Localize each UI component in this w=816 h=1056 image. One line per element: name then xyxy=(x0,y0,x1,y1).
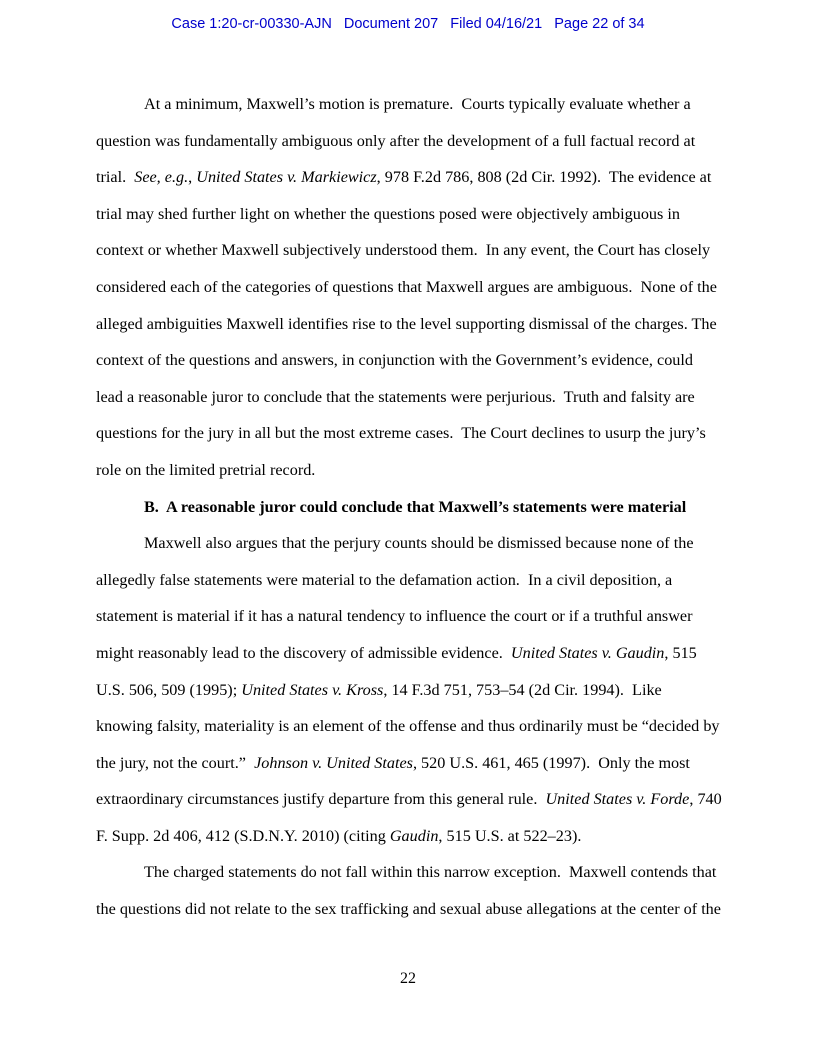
page-number: 22 xyxy=(400,970,416,987)
text-run: , 515 U.S. 506, 509 (1995); xyxy=(96,643,701,699)
text-run: , 14 F.3d 751, 753–54 (2d Cir. 1994). Like knowing falsity, materiality is an element of the offense and thus ordinarily must be “decided by the jury, not the court.” xyxy=(96,680,724,772)
text-run: , 740 F. Supp. 2d 406, 412 (S.D.N.Y. 2010) (citing xyxy=(96,790,726,845)
text-run: , 515 U.S. at 522–23). xyxy=(438,826,582,845)
text-run: Johnson v. United States xyxy=(254,753,413,772)
document-body xyxy=(96,86,726,928)
text-run: United States v. Gaudin xyxy=(510,643,665,662)
text-run: United States v. Forde xyxy=(545,790,690,809)
text-run: United States v. Kross xyxy=(241,680,384,699)
text-run: B. A reasonable juror could conclude that Maxwell’s statements were material xyxy=(144,497,687,516)
section-heading xyxy=(96,489,722,526)
case-header: Case 1:20-cr-00330-AJN Document 207 Filed 04/16/21 Page 22 of 34 xyxy=(171,16,645,32)
text-run: , 520 U.S. 461, 465 (1997). Only the most extraordinary circumstances justify departure from this general rule. xyxy=(96,753,694,809)
text-run: Maxwell also argues that the perjury counts should be dismissed because none of the allegedly false statements were material to the defamation action. In a civil deposition, a statement is material if it has a natural tendency to influence the court or if a truthful answer might reasonably lead to the discovery of admissible evidence. xyxy=(96,534,698,662)
body-paragraph xyxy=(96,86,722,489)
body-paragraph xyxy=(96,854,722,927)
text-run: United States v. Markiewicz xyxy=(196,168,377,187)
text-run: , 978 F.2d 786, 808 (2d Cir. 1992). The evidence at trial may shed further light on whether the questions posed were objectively ambiguous in context or whether Maxwell subjectively understood them. In any event, the Court has closely considered each of the categories of questions that Maxwell argues are ambiguous. None of the alleged ambiguities Maxwell identifies rise to the level supporting dismissal of the charges. The context of the questions and answers, in conjunction with the Government’s evidence, could lead a reasonable juror to conclude that the statements were perjurious. Truth and falsity are questions for the jury in all but the most extreme cases. The Court declines to usurp the jury’s role on the limited pretrial record. xyxy=(96,168,721,479)
text-run: At a minimum, Maxwell’s motion is premature. Courts typically evaluate whether a question was fundamentally ambiguous only after the development of a full factual record at trial. xyxy=(96,95,700,187)
text-run: Gaudin xyxy=(389,826,439,845)
text-run: See, e.g. xyxy=(134,168,189,187)
text-run: The charged statements do not fall within this narrow exception. Maxwell contends that the questions did not relate to the sex trafficking and sexual abuse allegations at the center of the xyxy=(96,863,721,919)
text-run: , xyxy=(188,168,197,187)
body-paragraph xyxy=(96,525,726,854)
